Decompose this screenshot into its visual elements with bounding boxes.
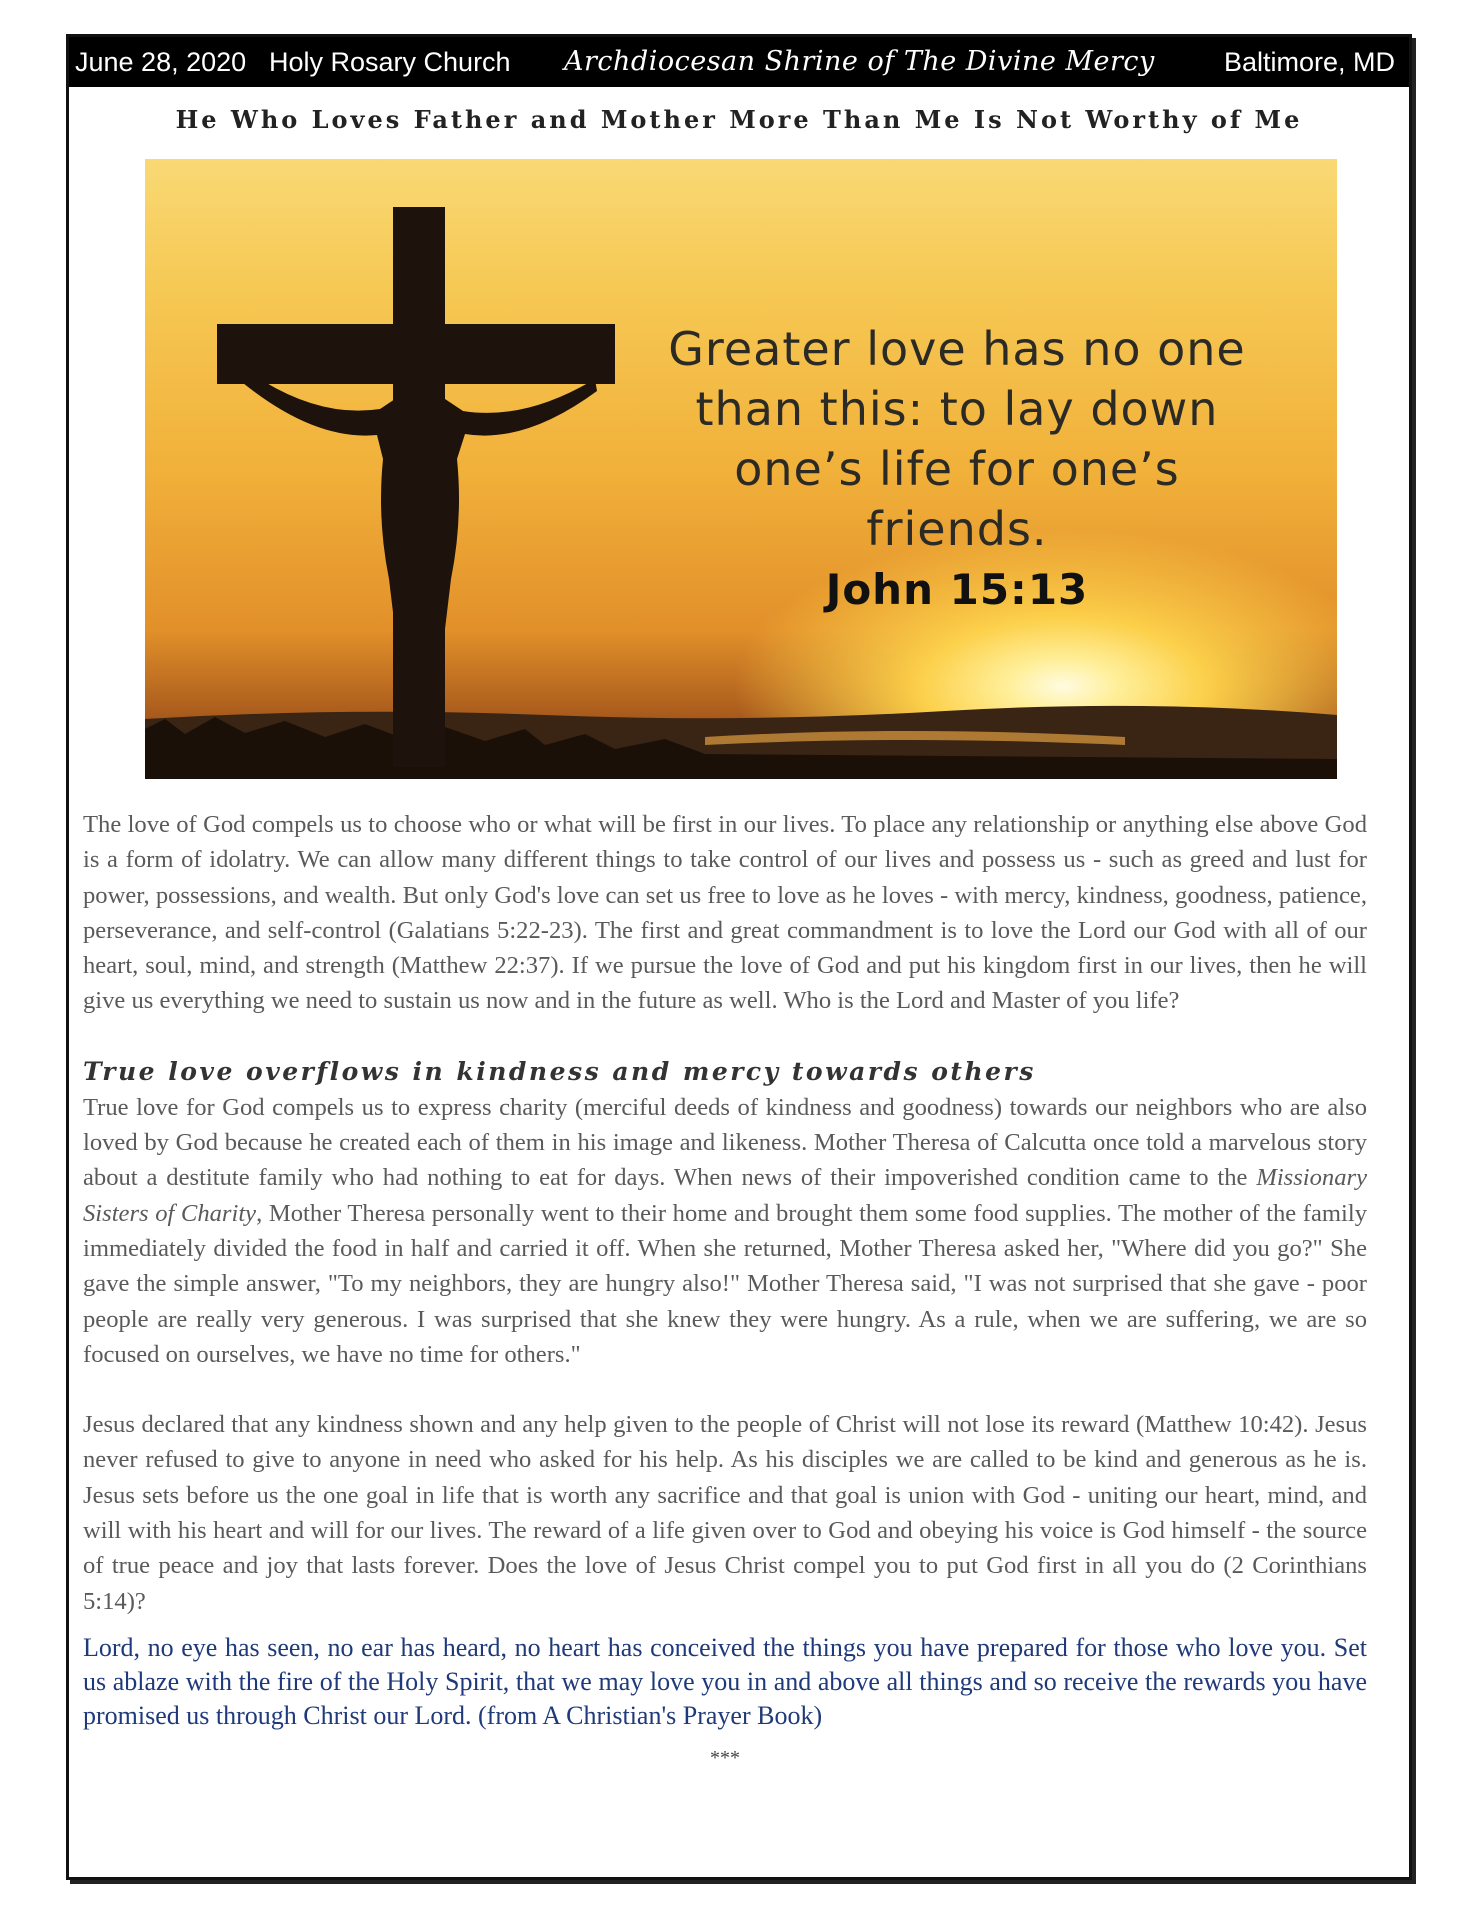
scripture-quote <box>657 319 1257 614</box>
paragraph-mother-theresa <box>83 1090 1367 1372</box>
header-city: Baltimore, MD <box>1223 47 1395 77</box>
page-title: He Who Loves Father and Mother More Than Me Is Not Worthy of Me <box>175 105 1303 134</box>
quote-line: than this: to lay down <box>695 382 1219 436</box>
header-shrine: Archdiocesan Shrine of The Divine Mercy <box>564 46 1155 77</box>
header-date: June 28, 2020 <box>75 47 247 77</box>
paragraph-text: True love for God compels us to express charity (merciful deeds of kindness and goodness) towards our neighbors who are also loved by God because he created each of them in his image and likeness. Mother Theresa of Calcutta once told a marvelous story about a destitute family who had nothing to eat for days. When news of their impoverished condition came to the <box>83 1093 1367 1192</box>
crucifix-sunset-image <box>145 159 1337 779</box>
separator: *** <box>710 1746 740 1769</box>
quote-text <box>657 319 1257 559</box>
quote-reference: John 15:13 <box>825 565 1089 614</box>
paragraph-reward: Jesus declared that any kindness shown and any help given to the people of Christ will not lose its reward (Matthew 10:42). Jesus never refused to give to anyone in need who asked for his help. As his disciples we are called to be kind and generous as he is. Jesus sets before us the one goal in life that is worth any sacrifice and that goal is union with God - uniting our heart, mind, and will with his heart and will for our lives. The reward of a life given over to God and obeying his voice is God himself - the source of true peace and joy that lasts forever. Does the love of Jesus Christ compel you to put God first in all you do (2 Corinthians 5:14)? <box>83 1411 1367 1615</box>
bulletin-page <box>66 34 1412 1880</box>
quote-line: one’s life for one’s <box>734 442 1180 496</box>
paragraph-text: , Mother Theresa personally went to their home and brought them some food supplies. The mother of the family immediately divided the food in half and carried it off. When she returned, Mother Theresa asked her, "Where did you go?" She gave the simple answer, "To my neighbors, they are hungry also!" Mother Theresa said, "I was not surprised that she gave - poor people are really very generous. I was surprised that she knew they were hungry. As a rule, when we are suffering, we are so focused on ourselves, we have no time for others." <box>83 1199 1368 1368</box>
closing-prayer: Lord, no eye has seen, no ear has heard, no heart has conceived the things you have prepared for those who love you. Set us ablaze with the fire of the Holy Spirit, that we may love you in and above all things and so receive the rewards you have promised us through Christ our Lord. (from A Christian's Prayer Book) <box>83 1632 1367 1730</box>
quote-line: Greater love has no one <box>668 322 1246 376</box>
quote-line: friends. <box>866 502 1048 556</box>
paragraph-intro: The love of God compels us to choose who or what will be first in our lives. To place any relationship or anything else above God is a form of idolatry. We can allow many different things to take control of our lives and possess us - such as greed and lust for power, possessions, and wealth. But only God's love can set us free to love as he loves - with mercy, kindness, goodness, patience, perseverance, and self-control (Galatians 5:22-23). The first and great commandment is to love the Lord our God with all of our heart, soul, mind, and strength (Matthew 22:37). If we pursue the love of God and put his kingdom first in our lives, then he will give us everything we need to sustain us now and in the future as well. Who is the Lord and Master of you life? <box>83 811 1367 1015</box>
header-bar <box>69 37 1409 87</box>
section-heading: True love overflows in kindness and mercy towards others <box>83 1056 1036 1086</box>
missionary-sisters-text: Missionary Sisters of Charity <box>83 1164 1367 1227</box>
header-church: Holy Rosary Church <box>269 47 511 77</box>
article-body <box>83 807 1367 1776</box>
